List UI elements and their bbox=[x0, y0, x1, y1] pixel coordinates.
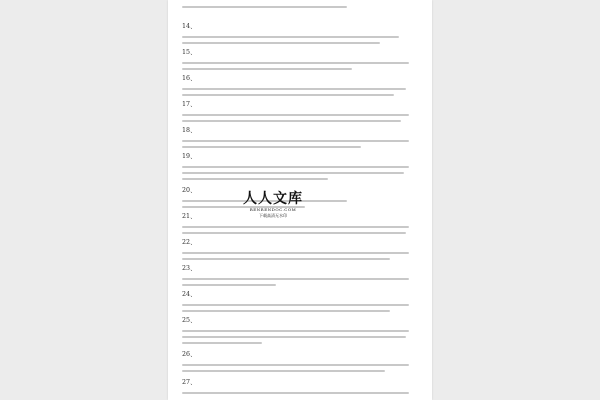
paragraph-13 bbox=[182, 2, 418, 12]
text-line bbox=[182, 6, 347, 8]
paragraph-number: 21、 bbox=[182, 213, 197, 220]
text-line bbox=[182, 42, 380, 44]
text-line bbox=[182, 232, 406, 234]
text-line bbox=[182, 392, 409, 394]
paragraph-19 bbox=[182, 152, 418, 184]
paragraph-17 bbox=[182, 100, 418, 126]
paragraph-number: 26、 bbox=[182, 351, 197, 358]
watermark-url: RENRENDOC.COM bbox=[249, 207, 297, 212]
text-line bbox=[182, 62, 409, 64]
watermark-subtitle: 下载高清无水印 bbox=[259, 213, 287, 218]
text-line bbox=[182, 36, 399, 38]
paragraph-number: 15、 bbox=[182, 49, 197, 56]
text-line bbox=[182, 94, 394, 96]
text-line bbox=[182, 336, 406, 338]
text-line bbox=[182, 178, 328, 180]
paragraph-number: 22、 bbox=[182, 239, 197, 246]
text-line bbox=[182, 140, 409, 142]
paragraph-22 bbox=[182, 238, 418, 264]
text-line bbox=[182, 370, 385, 372]
paragraph-number: 27、 bbox=[182, 379, 197, 386]
paragraph-14 bbox=[182, 22, 418, 48]
paragraph-27 bbox=[182, 378, 418, 398]
text-line bbox=[182, 258, 390, 260]
text-line bbox=[182, 146, 361, 148]
text-line bbox=[182, 172, 404, 174]
paragraph-number: 16、 bbox=[182, 75, 197, 82]
text-line bbox=[182, 88, 406, 90]
text-line bbox=[182, 278, 409, 280]
paragraph-number: 24、 bbox=[182, 291, 197, 298]
text-line bbox=[182, 166, 409, 168]
text-line bbox=[182, 114, 409, 116]
text-line bbox=[182, 310, 390, 312]
paragraph-18 bbox=[182, 126, 418, 152]
text-line bbox=[182, 120, 401, 122]
paragraph-15 bbox=[182, 48, 418, 74]
watermark-logo bbox=[234, 191, 312, 231]
paragraph-number: 18、 bbox=[182, 127, 197, 134]
paragraph-25 bbox=[182, 316, 418, 348]
paragraph-number: 23、 bbox=[182, 265, 197, 272]
paragraph-16 bbox=[182, 74, 418, 100]
text-line bbox=[182, 330, 409, 332]
paragraph-26 bbox=[182, 350, 418, 376]
paragraph-number: 20、 bbox=[182, 187, 197, 194]
paragraph-number: 17、 bbox=[182, 101, 197, 108]
text-line bbox=[182, 342, 262, 344]
text-line bbox=[182, 364, 409, 366]
text-line bbox=[182, 284, 276, 286]
text-line bbox=[182, 68, 352, 70]
text-line bbox=[182, 252, 409, 254]
paragraph-23 bbox=[182, 264, 418, 290]
paragraph-number: 25、 bbox=[182, 317, 197, 324]
paragraph-number: 19、 bbox=[182, 153, 197, 160]
text-line bbox=[182, 304, 409, 306]
paragraph-24 bbox=[182, 290, 418, 316]
watermark-title: 人人文库 bbox=[243, 191, 303, 207]
paragraph-number: 14、 bbox=[182, 23, 197, 30]
